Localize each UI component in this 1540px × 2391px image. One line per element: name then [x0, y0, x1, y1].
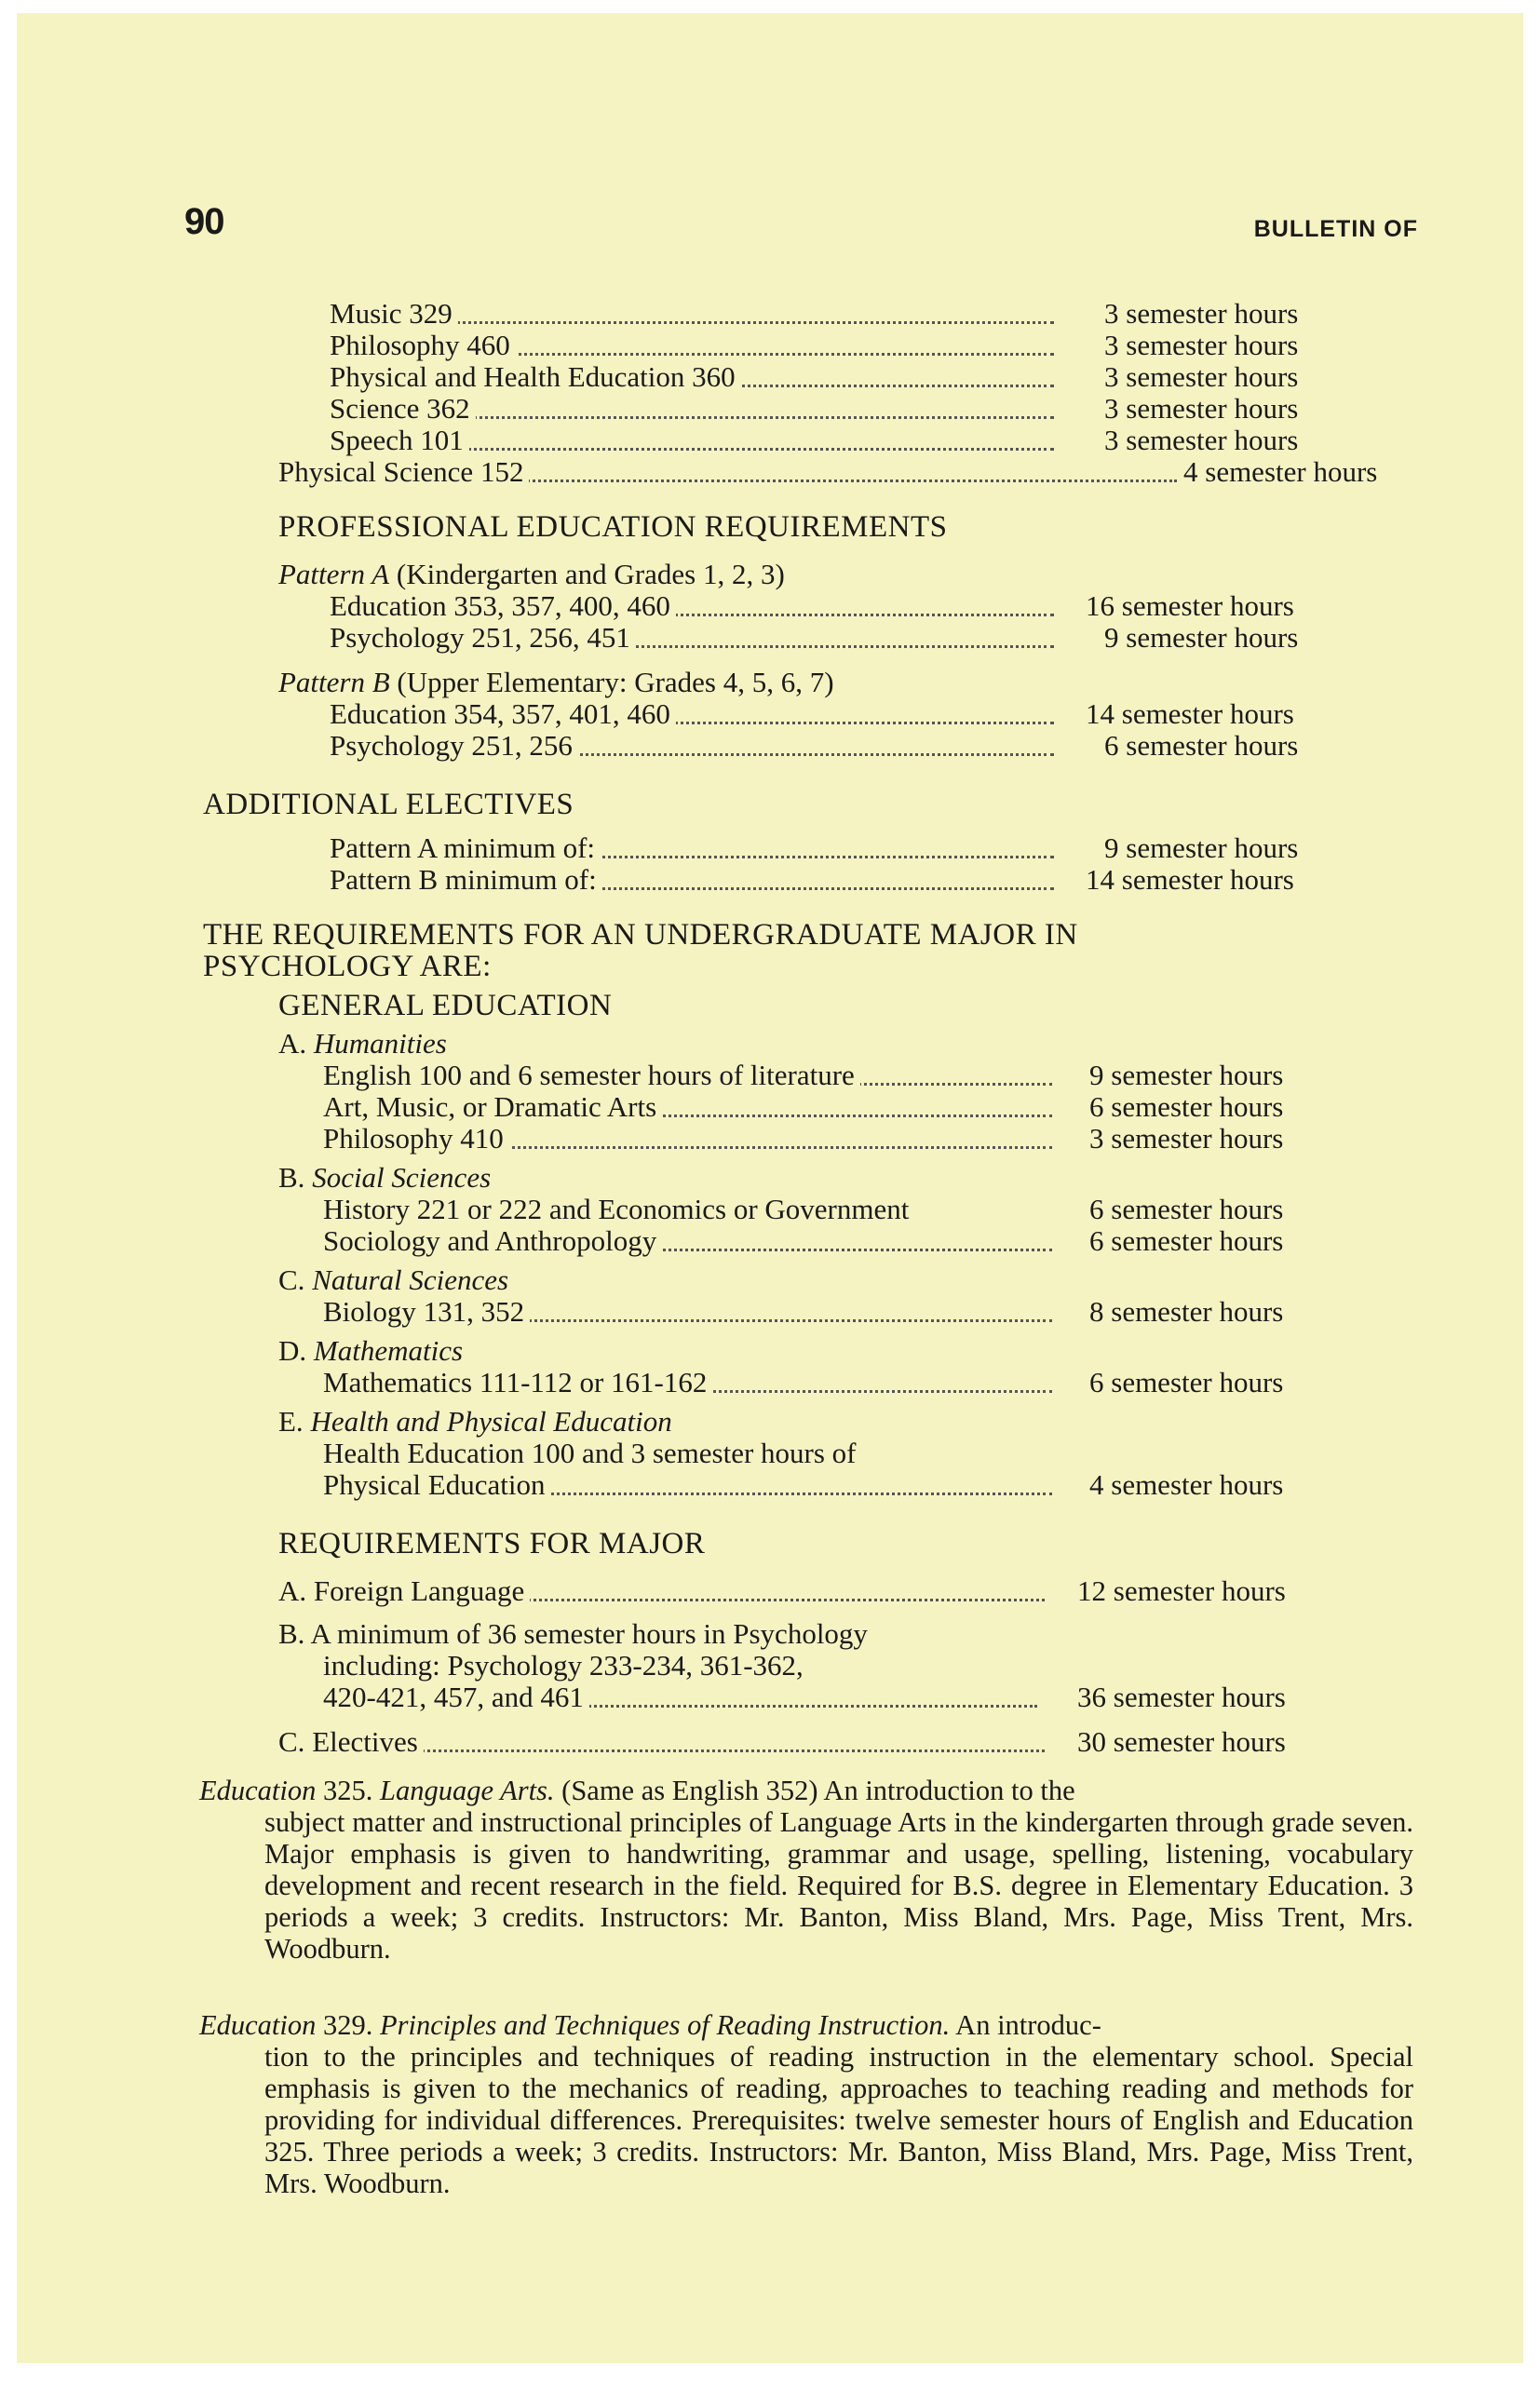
pattern-desc: (Upper Elementary: Grades 4, 5, 6, 7): [397, 666, 834, 698]
hours-value: 14 semester hours: [1086, 697, 1294, 730]
subsection-heading: GENERAL EDUCATION: [278, 989, 613, 1022]
hours-value: 12 semester hours: [1077, 1574, 1286, 1607]
course-label: 420-421, 457, and 461: [323, 1682, 589, 1713]
list-item: [330, 330, 1344, 361]
list-item: [330, 393, 1344, 425]
course-label: Philosophy 410: [323, 1123, 509, 1155]
list-item: [323, 1682, 1344, 1713]
category-heading: [278, 1162, 491, 1194]
course-title: Language Arts.: [380, 1775, 555, 1806]
hours-value: 9 semester hours: [1104, 831, 1299, 864]
course-text: (Same as English 352) An introduction to the: [561, 1775, 1075, 1806]
page-number: 90: [184, 201, 224, 242]
list-item: [330, 425, 1344, 456]
section-heading: PROFESSIONAL EDUCATION REQUIREMENTS: [278, 510, 948, 544]
hours-value: 6 semester hours: [1104, 729, 1299, 762]
course-number: 325.: [323, 1775, 373, 1806]
hours-value: 36 semester hours: [1077, 1681, 1286, 1713]
category-letter: B.: [278, 1161, 305, 1194]
section-heading: ADDITIONAL ELECTIVES: [203, 788, 574, 821]
course-label-line: Health Education 100 and 3 semester hours of: [323, 1437, 857, 1469]
course-label: Pattern B minimum of:: [330, 864, 602, 896]
category-heading: [278, 1335, 463, 1367]
course-text: An introduc-: [955, 2009, 1101, 2041]
course-label: English 100 and 6 semester hours of literature: [323, 1060, 860, 1091]
hours-value: 3 semester hours: [1104, 297, 1299, 330]
running-header: BULLETIN OF: [1253, 216, 1418, 242]
hours-value: 6 semester hours: [1089, 1224, 1284, 1257]
category-title: Health and Physical Education: [310, 1405, 672, 1438]
list-item: [323, 1194, 1344, 1225]
course-number: 329.: [323, 2009, 373, 2041]
hours-value: 6 semester hours: [1089, 1090, 1284, 1123]
course-label: Pattern A minimum of:: [330, 832, 601, 864]
course-description-first-line: [199, 1775, 1413, 1806]
hours-value: 3 semester hours: [1104, 424, 1299, 456]
hours-value: 9 semester hours: [1104, 621, 1299, 654]
item-letter: C.: [278, 1725, 305, 1758]
course-text-body: tion to the principles and techniques of reading instruction in the elementary school. Special emphasis is given to the mechanics of reading, approaches to teaching reading and methods for providing for individual differences. Prerequisites: twelve semester hours of English and Education 325. Three periods a week; 3 credits. Instructors: Mr. Banton, Miss Bland, Mrs. Page, Miss Trent, Mrs. Woodburn.: [264, 2041, 1413, 2199]
hours-value: 30 semester hours: [1077, 1725, 1286, 1758]
hours-value: 3 semester hours: [1104, 392, 1299, 425]
category-letter: A.: [278, 1027, 307, 1060]
section-heading: THE REQUIREMENTS FOR AN UNDERGRADUATE MAJOR IN: [203, 918, 1078, 952]
hours-value: 4 semester hours: [1183, 455, 1378, 488]
course-label: Physical Science 152: [278, 456, 529, 488]
hours-value: 9 semester hours: [1089, 1059, 1284, 1091]
course-description: [199, 1775, 1413, 1965]
list-item: [323, 1296, 1344, 1328]
course-label: Mathematics 111-112 or 161-162: [323, 1367, 712, 1398]
course-label: Psychology 251, 256: [330, 730, 578, 762]
hours-value: 3 semester hours: [1089, 1122, 1284, 1155]
list-item: [330, 698, 1344, 730]
hours-value: 16 semester hours: [1086, 589, 1294, 622]
hours-value: 8 semester hours: [1089, 1295, 1284, 1328]
list-item: [330, 590, 1344, 622]
list-item: [323, 1123, 1344, 1155]
course-label: Foreign Language: [313, 1574, 525, 1607]
course-label: Sociology and Anthropology: [323, 1225, 662, 1257]
pattern-a-heading: [278, 559, 785, 590]
list-item: [330, 730, 1344, 762]
category-title: Social Sciences: [312, 1161, 492, 1194]
course-label: Science 362: [330, 393, 476, 425]
course-label: Physical and Health Education 360: [330, 361, 741, 393]
major-item-line: [278, 1618, 868, 1650]
list-item: [330, 622, 1344, 654]
list-item: [278, 1726, 1344, 1758]
hours-value: 4 semester hours: [1089, 1468, 1284, 1501]
course-title: Principles and Techniques of Reading Instruction.: [380, 2009, 951, 2041]
category-heading: [278, 1264, 508, 1296]
hours-value: 3 semester hours: [1104, 360, 1299, 393]
list-item: [330, 298, 1344, 330]
item-letter: A.: [278, 1574, 307, 1607]
hours-value: 6 semester hours: [1089, 1193, 1284, 1225]
category-letter: D.: [278, 1334, 307, 1367]
list-item: [323, 1367, 1344, 1398]
course-label: Music 329: [330, 298, 458, 330]
pattern-name: Pattern A: [278, 558, 390, 590]
subsection-heading: REQUIREMENTS FOR MAJOR: [278, 1527, 706, 1560]
course-label: Physical Education: [323, 1469, 550, 1501]
pattern-name: Pattern B: [278, 666, 390, 698]
list-item: [323, 1060, 1344, 1091]
course-description-first-line: [199, 2009, 1413, 2041]
category-letter: C.: [278, 1263, 305, 1296]
course-label: Electives: [312, 1725, 418, 1758]
list-item: [278, 1575, 1344, 1607]
bulletin-page: [17, 13, 1523, 2363]
list-item: [330, 832, 1344, 864]
course-label: Biology 131, 352: [323, 1296, 530, 1328]
course-dept: Education: [199, 2009, 317, 2041]
list-item: [323, 1469, 1344, 1501]
major-item-label: [278, 1575, 530, 1607]
category-title: Mathematics: [313, 1334, 464, 1367]
major-item-line: including: Psychology 233-234, 361-362,: [323, 1649, 804, 1682]
course-label: Philosophy 460: [330, 330, 516, 361]
list-item: [330, 864, 1344, 896]
category-title: Natural Sciences: [312, 1263, 509, 1296]
list-item: [330, 361, 1344, 393]
course-label: Education 353, 357, 400, 460: [330, 590, 676, 622]
list-item: [278, 456, 1419, 488]
category-heading: [278, 1028, 447, 1060]
course-description: [199, 2009, 1413, 2199]
pattern-b-heading: [278, 667, 834, 698]
category-letter: E.: [278, 1405, 304, 1438]
hours-value: 14 semester hours: [1086, 863, 1294, 896]
category-title: Humanities: [313, 1027, 447, 1060]
list-item: [323, 1091, 1344, 1123]
hours-value: 3 semester hours: [1104, 329, 1299, 361]
section-heading-cont: PSYCHOLOGY ARE:: [203, 950, 492, 983]
course-label: A minimum of 36 semester hours in Psychology: [310, 1617, 868, 1650]
pattern-desc: (Kindergarten and Grades 1, 2, 3): [396, 558, 785, 590]
course-label: Education 354, 357, 401, 460: [330, 698, 676, 730]
hours-value: 6 semester hours: [1089, 1366, 1284, 1398]
course-label: Speech 101: [330, 425, 469, 456]
course-text-body: subject matter and instructional principles of Language Arts in the kindergarten through grade seven. Major emphasis is given to handwriting, grammar and usage, spelling, listening, vocabulary development and recent research in the field. Required for B.S. degree in Elementary Education. 3 periods a week; 3 credits. Instructors: Mr. Banton, Miss Bland, Mrs. Page, Miss Trent, Mrs. Woodburn.: [264, 1806, 1413, 1965]
course-label: Art, Music, or Dramatic Arts: [323, 1091, 662, 1123]
course-label: History 221 or 222 and Economics or Government: [323, 1194, 914, 1225]
category-heading: [278, 1406, 672, 1438]
major-item-label: [278, 1726, 424, 1758]
list-item: [323, 1225, 1344, 1257]
course-dept: Education: [199, 1775, 317, 1806]
course-label: Psychology 251, 256, 451: [330, 622, 636, 654]
item-letter: B.: [278, 1617, 305, 1650]
